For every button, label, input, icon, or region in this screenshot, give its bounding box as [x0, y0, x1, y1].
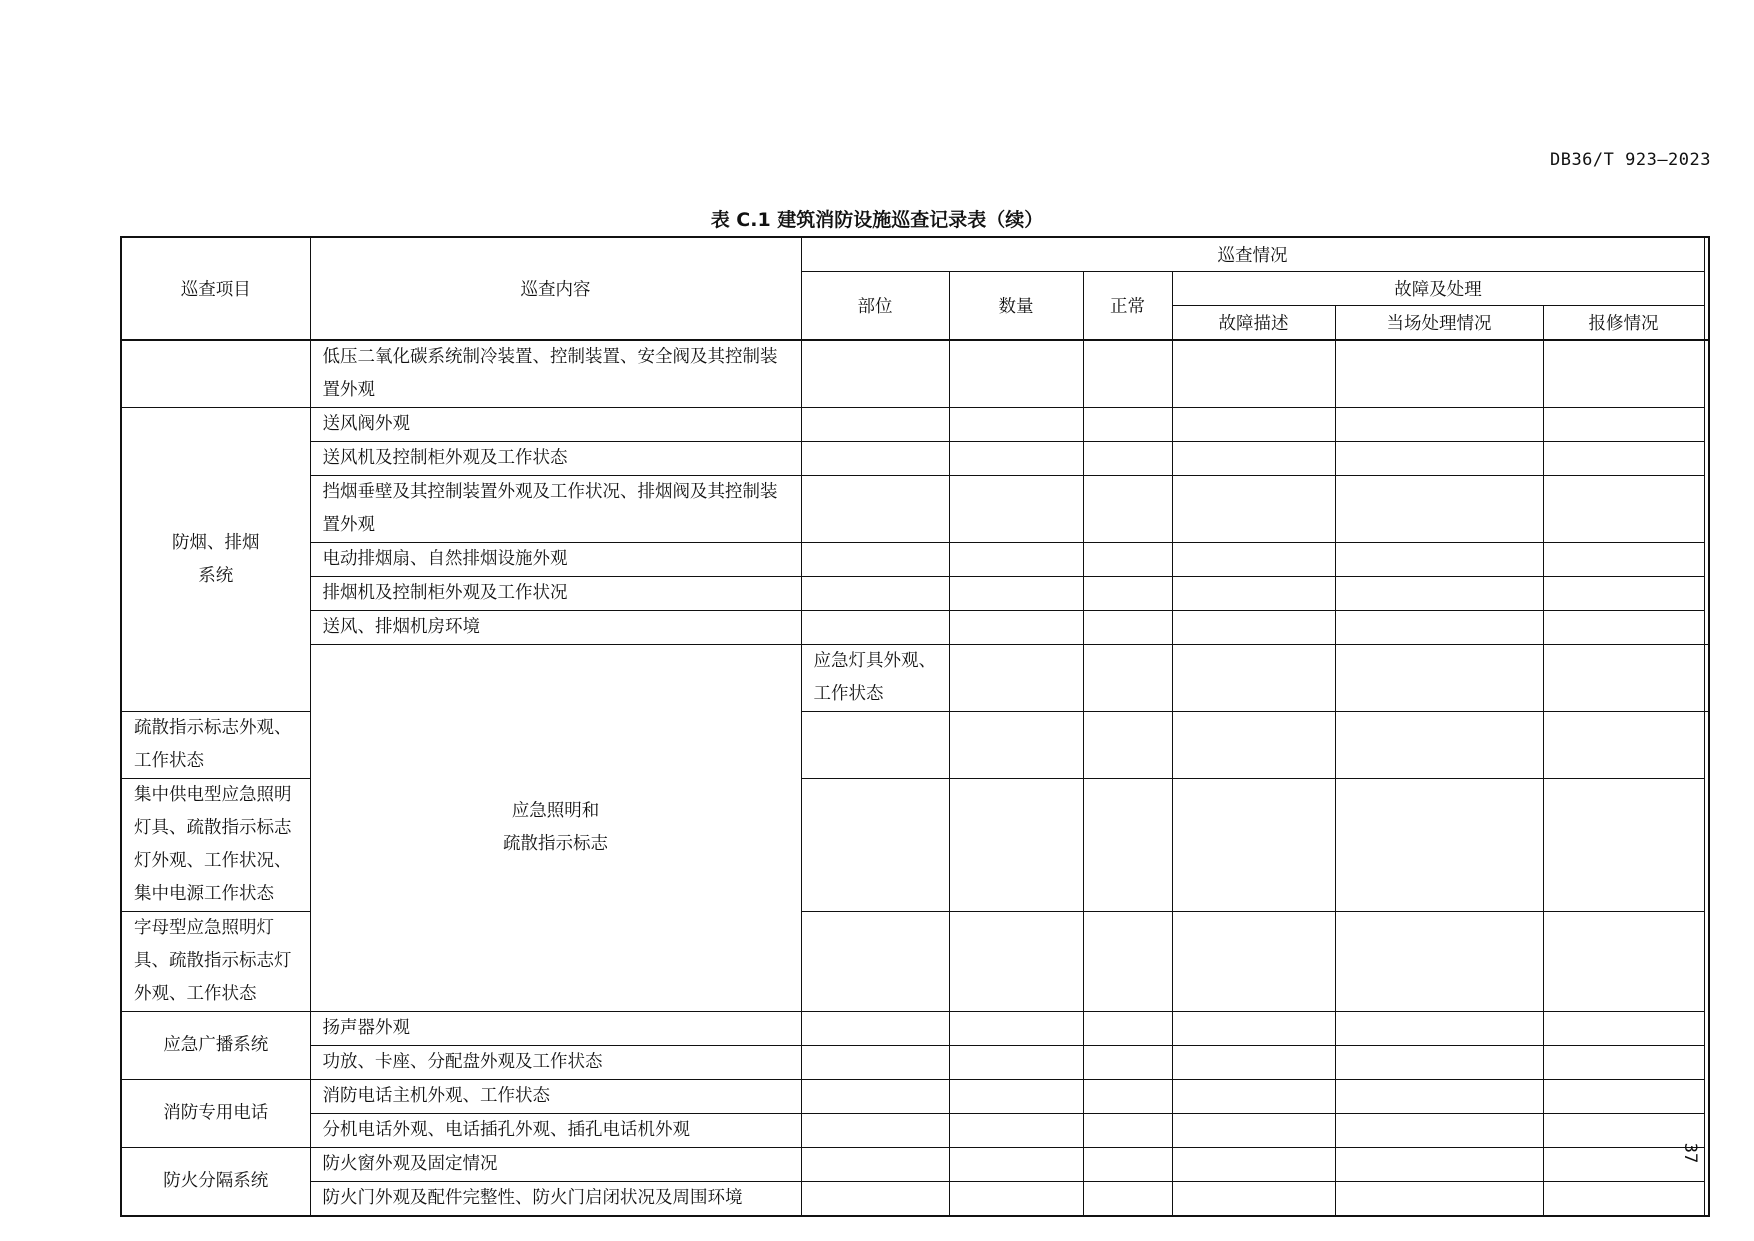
- table-row: [121, 611, 1709, 645]
- page-number: 37: [1680, 1142, 1701, 1164]
- location-cell[interactable]: [801, 408, 949, 442]
- table-caption: 表 C.1 建筑消防设施巡查记录表（续）: [710, 209, 1044, 231]
- header-item: 巡查项目: [121, 237, 310, 340]
- table-row: [121, 1148, 1709, 1182]
- repair-report-cell[interactable]: [1543, 1182, 1704, 1217]
- quantity-cell[interactable]: [949, 1080, 1083, 1114]
- onsite-handling-cell[interactable]: [1335, 779, 1543, 912]
- fault-description-cell[interactable]: [1172, 442, 1335, 476]
- quantity-cell[interactable]: [949, 442, 1083, 476]
- item-cell-fire-separation: 防火分隔系统: [121, 1148, 310, 1217]
- location-cell[interactable]: [801, 912, 949, 1012]
- onsite-handling-cell[interactable]: [1335, 1046, 1543, 1080]
- fault-description-cell[interactable]: [1172, 1114, 1335, 1148]
- header-normal: 正常: [1083, 272, 1172, 341]
- onsite-handling-cell[interactable]: [1335, 1080, 1543, 1114]
- fault-description-cell[interactable]: [1172, 1046, 1335, 1080]
- content-cell: 送风、排烟机房环境: [310, 611, 801, 645]
- fault-description-cell[interactable]: [1172, 340, 1335, 408]
- location-cell[interactable]: [801, 442, 949, 476]
- quantity-cell[interactable]: [1083, 645, 1172, 712]
- location-cell[interactable]: [801, 611, 949, 645]
- normal-cell[interactable]: [1083, 340, 1172, 408]
- fault-description-cell[interactable]: [1172, 1080, 1335, 1114]
- location-cell[interactable]: [801, 577, 949, 611]
- fault-description-cell[interactable]: [1172, 1182, 1335, 1217]
- header-location: 部位: [801, 272, 949, 341]
- item-cell-emergency-lighting: [310, 645, 801, 1012]
- onsite-handling-cell[interactable]: [1335, 912, 1543, 1012]
- quantity-cell[interactable]: [949, 1046, 1083, 1080]
- repair-report-cell[interactable]: [1543, 712, 1704, 779]
- normal-cell[interactable]: [1083, 476, 1172, 543]
- repair-report-cell[interactable]: [1543, 1080, 1704, 1114]
- normal-cell[interactable]: [1083, 1046, 1172, 1080]
- table-row: [121, 577, 1709, 611]
- onsite-handling-cell[interactable]: [1335, 340, 1543, 408]
- location-cell[interactable]: [801, 543, 949, 577]
- content-cell: 送风阀外观: [310, 408, 801, 442]
- table-row: [121, 1046, 1709, 1080]
- content-cell: 应急灯具外观、工作状态: [801, 645, 949, 712]
- fault-description-cell[interactable]: [1172, 779, 1335, 912]
- location-cell[interactable]: [801, 476, 949, 543]
- header-fault-handling: 故障及处理: [1172, 272, 1704, 306]
- repair-report-cell[interactable]: [1543, 543, 1704, 577]
- normal-cell[interactable]: [1083, 442, 1172, 476]
- quantity-cell[interactable]: [949, 1148, 1083, 1182]
- table-row: [121, 543, 1709, 577]
- quantity-cell[interactable]: [949, 779, 1083, 912]
- quantity-cell[interactable]: [949, 1012, 1083, 1046]
- normal-cell[interactable]: [1083, 1080, 1172, 1114]
- onsite-handling-cell[interactable]: [1335, 1182, 1543, 1217]
- table-row: [121, 1182, 1709, 1217]
- quantity-cell[interactable]: [949, 577, 1083, 611]
- table-row: [121, 1114, 1709, 1148]
- repair-report-cell[interactable]: [1543, 611, 1704, 645]
- fault-description-cell[interactable]: [1172, 408, 1335, 442]
- normal-cell[interactable]: [1083, 1114, 1172, 1148]
- repair-report-cell[interactable]: [1543, 1012, 1704, 1046]
- item-cell-fire-telephone: 消防专用电话: [121, 1080, 310, 1148]
- header-situation: 巡查情况: [801, 237, 1704, 272]
- fault-description-cell[interactable]: [1172, 712, 1335, 779]
- location-cell[interactable]: [801, 779, 949, 912]
- onsite-handling-cell[interactable]: [1335, 1148, 1543, 1182]
- normal-cell[interactable]: [1083, 1182, 1172, 1217]
- location-cell[interactable]: [801, 712, 949, 779]
- content-cell: 排烟机及控制柜外观及工作状况: [310, 577, 801, 611]
- content-cell: 字母型应急照明灯具、疏散指示标志灯外观、工作状态: [121, 912, 310, 1012]
- content-cell: 疏散指示标志外观、工作状态: [121, 712, 310, 779]
- item-cell-smoke-system: [121, 408, 310, 712]
- repair-report-cell[interactable]: [1543, 1046, 1704, 1080]
- repair-report-cell[interactable]: [1543, 779, 1704, 912]
- fault-description-cell[interactable]: [1172, 577, 1335, 611]
- header-fault-description: 故障描述: [1172, 306, 1335, 341]
- content-cell: 消防电话主机外观、工作状态: [310, 1080, 801, 1114]
- location-cell[interactable]: [801, 1080, 949, 1114]
- onsite-handling-cell[interactable]: [1335, 543, 1543, 577]
- normal-cell[interactable]: [1083, 779, 1172, 912]
- item-cell-emergency-broadcast: 应急广播系统: [121, 1012, 310, 1080]
- quantity-cell[interactable]: [949, 611, 1083, 645]
- table-row: [121, 1012, 1709, 1046]
- location-cell[interactable]: [801, 340, 949, 408]
- header-quantity: 数量: [949, 272, 1083, 341]
- header-repair-report: 报修情况: [1543, 306, 1704, 341]
- content-cell: 集中供电型应急照明灯具、疏散指示标志灯外观、工作状况、集中电源工作状态: [121, 779, 310, 912]
- table-row: [121, 442, 1709, 476]
- location-cell[interactable]: [949, 645, 1083, 712]
- onsite-handling-cell[interactable]: [1335, 408, 1543, 442]
- location-cell[interactable]: [801, 1114, 949, 1148]
- fault-description-cell[interactable]: [1172, 611, 1335, 645]
- table-row: [121, 476, 1709, 543]
- fault-description-cell[interactable]: [1335, 645, 1543, 712]
- onsite-handling-cell[interactable]: [1335, 577, 1543, 611]
- repair-report-cell[interactable]: [1543, 408, 1704, 442]
- normal-cell[interactable]: [1083, 577, 1172, 611]
- fault-description-cell[interactable]: [1172, 912, 1335, 1012]
- table-row: [121, 408, 1709, 442]
- quantity-cell[interactable]: [949, 408, 1083, 442]
- fault-description-cell[interactable]: [1172, 1012, 1335, 1046]
- item-cell: [121, 340, 310, 408]
- repair-report-cell[interactable]: [1704, 645, 1709, 712]
- fault-description-cell[interactable]: [1172, 543, 1335, 577]
- normal-cell[interactable]: [1083, 712, 1172, 779]
- header-content: 巡查内容: [310, 237, 801, 340]
- quantity-cell[interactable]: [949, 912, 1083, 1012]
- table-row: [121, 645, 1709, 712]
- quantity-cell[interactable]: [949, 712, 1083, 779]
- quantity-cell[interactable]: [949, 543, 1083, 577]
- normal-cell[interactable]: [1083, 543, 1172, 577]
- item-label-line: 防烟、排烟: [172, 532, 260, 553]
- normal-cell[interactable]: [1172, 645, 1335, 712]
- content-cell: 防火窗外观及固定情况: [310, 1148, 801, 1182]
- onsite-handling-cell[interactable]: [1335, 442, 1543, 476]
- quantity-cell[interactable]: [949, 476, 1083, 543]
- repair-report-cell[interactable]: [1543, 476, 1704, 543]
- repair-report-cell[interactable]: [1543, 442, 1704, 476]
- quantity-cell[interactable]: [949, 340, 1083, 408]
- repair-report-cell[interactable]: [1543, 577, 1704, 611]
- location-cell[interactable]: [801, 1182, 949, 1217]
- onsite-handling-cell[interactable]: [1335, 1114, 1543, 1148]
- table-row: [121, 340, 1709, 408]
- content-cell: 低压二氧化碳系统制冷装置、控制装置、安全阀及其控制装置外观: [310, 340, 801, 408]
- content-cell: 电动排烟扇、自然排烟设施外观: [310, 543, 801, 577]
- content-cell: 功放、卡座、分配盘外观及工作状态: [310, 1046, 801, 1080]
- content-cell: 挡烟垂壁及其控制装置外观及工作状况、排烟阀及其控制装置外观: [310, 476, 801, 543]
- normal-cell[interactable]: [1083, 611, 1172, 645]
- fault-description-cell[interactable]: [1172, 476, 1335, 543]
- repair-report-cell[interactable]: [1543, 340, 1704, 408]
- standard-code: DB36/T 923—2023: [1549, 150, 1711, 170]
- content-cell: 送风机及控制柜外观及工作状态: [310, 442, 801, 476]
- normal-cell[interactable]: [1083, 408, 1172, 442]
- content-cell: 防火门外观及配件完整性、防火门启闭状况及周围环境: [310, 1182, 801, 1217]
- quantity-cell[interactable]: [949, 1182, 1083, 1217]
- normal-cell[interactable]: [1083, 912, 1172, 1012]
- location-cell[interactable]: [801, 1148, 949, 1182]
- item-label-line: 系统: [198, 565, 234, 586]
- location-cell[interactable]: [801, 1012, 949, 1046]
- item-label-line: 应急照明和: [511, 801, 600, 821]
- normal-cell[interactable]: [1083, 1012, 1172, 1046]
- item-label-line: 疏散指示标志: [503, 834, 608, 854]
- onsite-handling-cell[interactable]: [1543, 645, 1704, 712]
- header-onsite-handling: 当场处理情况: [1335, 306, 1543, 341]
- fault-description-cell[interactable]: [1172, 1148, 1335, 1182]
- quantity-cell[interactable]: [949, 1114, 1083, 1148]
- onsite-handling-cell[interactable]: [1335, 1012, 1543, 1046]
- inspection-record-table: [120, 236, 1710, 1217]
- repair-report-cell[interactable]: [1543, 912, 1704, 1012]
- table-row: [121, 1080, 1709, 1114]
- normal-cell[interactable]: [1083, 1148, 1172, 1182]
- location-cell[interactable]: [801, 1046, 949, 1080]
- onsite-handling-cell[interactable]: [1335, 611, 1543, 645]
- onsite-handling-cell[interactable]: [1335, 476, 1543, 543]
- onsite-handling-cell[interactable]: [1335, 712, 1543, 779]
- content-cell: 扬声器外观: [310, 1012, 801, 1046]
- content-cell: 分机电话外观、电话插孔外观、插孔电话机外观: [310, 1114, 801, 1148]
